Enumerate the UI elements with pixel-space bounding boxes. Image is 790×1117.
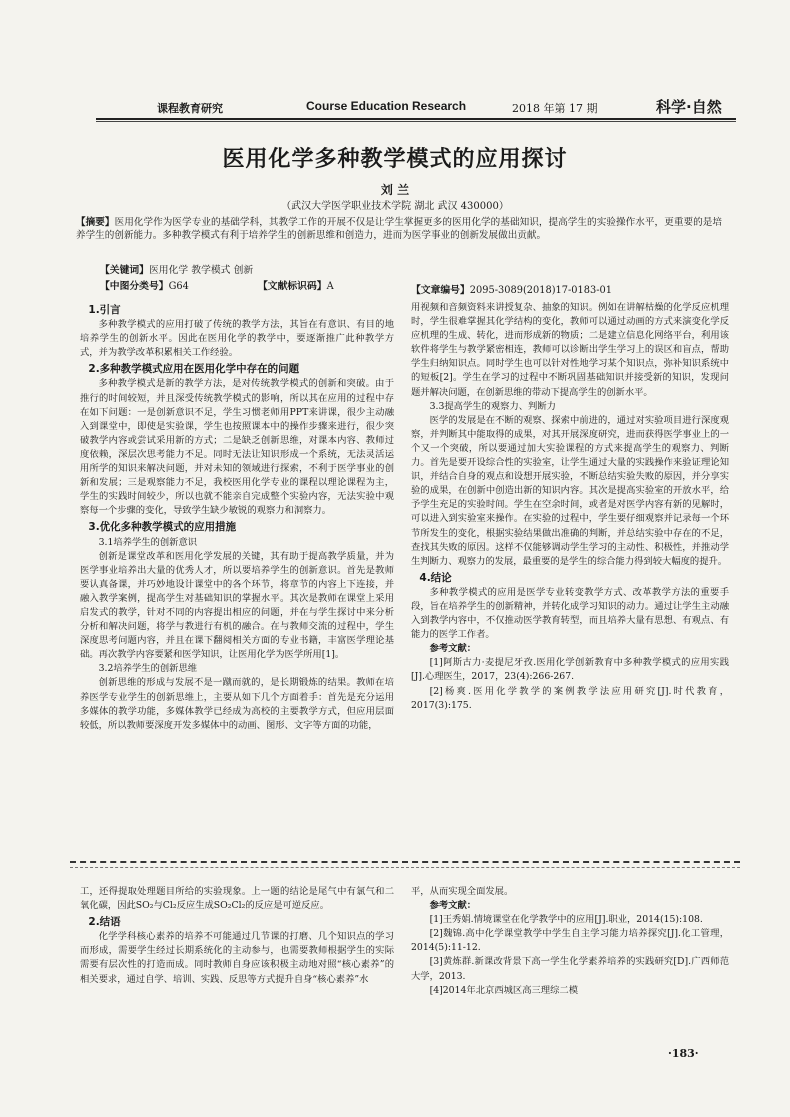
doc-label: 【文献标识码】 (258, 281, 327, 292)
keywords-text: 医用化学 教学模式 创新 (148, 265, 254, 276)
abstract (76, 216, 722, 242)
paragraph-introduction: 多种教学模式的应用打破了传统的教学方法，其旨在有意识、有目的地培养学生的创新水平。因此在医用化学的教学中，要逐渐推广此种教学方式，并为教学改革积累相关工作经验。 (80, 319, 394, 359)
reference-bottom-1: [1]王秀娟.情境课堂在化学教学中的应用[J].职业，2014(15):108. (429, 914, 703, 926)
paragraph-closing: 化学学科核心素养的培养不可能通过几节课的打磨、几个知识点的学习而形成，需要学生经过长期系统化的主动参与，也需要教师根据学生的实际需要有层次性的打造而成。同时教师自身应该积极主动地对照“核心素养”的相关要求，通过自学、培训、实践、反思等方式提升自身“核心素养”水 (80, 931, 394, 985)
heading-measures: 3.优化多种教学模式的应用措施 (88, 521, 237, 534)
page-number: ·183· (668, 1047, 699, 1060)
references-title: 参考文献： (429, 643, 477, 655)
keywords (100, 262, 253, 276)
heading-3-3: 3.3提高学生的观察力、判断力 (429, 400, 556, 412)
journal-name-cn: 课程教育研究 (157, 102, 223, 115)
header-rule (96, 118, 736, 120)
paragraph-problems: 多种教学模式是新的教学方法，是对传统教学模式的创新和突破。由于推行的时间较短，并且深受传统教学模式的影响，所以其在应用的过程中存在如下问题：一是创新意识不足，学生习惯老师用PPT来讲课，很少主动融入到课堂中，即使是实验课，学生也按照课本中的操作步骤来进行，很少突破教学内容或尝试采用新的方式；二是缺乏创新思维，对课本内容、教师过度依赖，深层次思考能力不足。同时无法让知识形成一个系统，无法灵活运用所学的知识来解决问题，并对未知的领域进行探索，不利于医学事业的创新和发展；三是观察能力不足，我校医用化学专业的课程以理论课程为主，学生的实践时间较少，所以也就不能亲自完成整个实验内容，无法实验中观察每一个步骤的变化，导致学生缺少敏锐的观察力和洞察力。 (80, 378, 394, 517)
journal-name-en: Course Education Research (306, 99, 467, 113)
section-name: 科学·自然 (656, 98, 722, 116)
article-separator (70, 861, 740, 868)
references-title-bottom: 参考文献： (429, 900, 477, 912)
abstract-label: 【摘要】 (76, 217, 115, 228)
clc-label: 【中图分类号】 (100, 281, 169, 292)
heading-conclusion: 4.结论 (419, 571, 452, 584)
bottom-right-column (411, 885, 729, 1035)
paragraph-continued: 用视频和音频资料来讲授复杂、抽象的知识。例如在讲解枯燥的化学反应机理时，学生很难掌握其化学结构的变化，教师可以通过动画的方式来演变化学反应机理的生成、转化，进而形成新的物质；二是建立信息化网络平台，利用该软件将学生与教学紧密相连，教师可以诊断出学生学习上的误区和盲点，帮助学生归纳知识点。同时学生也可以针对性地学习某个知识点，弥补知识系统中的短板[2]。学生在学习的过程中不断巩固基础知识并接受新的知识，发现问题并解决问题，在创新思维的带动下提高学生的创新水平。 (411, 302, 729, 398)
author-name: 刘 兰 (380, 183, 410, 197)
heading-3-1: 3.1培养学生的创新意识 (98, 536, 198, 548)
heading-closing: 2.结语 (88, 916, 121, 929)
paragraph-3-1: 创新是课堂改革和医用化学发展的关键，其有助于提高教学质量，并为医学事业培养出大量的优秀人才，所以要培养学生的创新意识。首先是教师要认真备课，并巧妙地设计课堂中的各个环节，将章节的内容上下连接，并融入教学案例，提高学生对基础知识的掌握水平。其次是教师在课堂上采用启发式的教学，针对不同的内容提出相应的问题，并在与学生探讨中来分析分析和解决问题，将学与教进行有机的融合。在与教师交流的过程中，学生深度思考问题内容，并且在课下翻阅相关方面的专业书籍，丰富医学理论基础。再次教学内容要紧和医学知识，让医用化学为医学所用[1]。 (80, 550, 394, 661)
bottom-left-column (80, 885, 394, 1035)
paragraph-fragment: 工，还得提取处理题目所给的实验现象。上一题的结论是尾气中有氯气和二氧化碳，因此SO₂与Cl₂反应生成SO₂Cl₂的反应是可逆反应。 (80, 886, 394, 912)
reference-1: [1]阿斯古力·麦提尼牙孜.医用化学创新教育中多种教学模式的应用实践[J].心理医生，2017，23(4):266-267. (411, 657, 729, 683)
keywords-label: 【关键词】 (100, 265, 149, 276)
reference-2: [2]杨爽.医用化学教学的案例教学法应用研究[J].时代教育，2017(3):175. (411, 685, 729, 711)
reference-bottom-3: [3]黄炼群.新课改背景下高一学生化学素养培养的实践研究[D].广西师范大学，2013. (411, 956, 729, 982)
article-no-label: 【文章编号】 (411, 285, 470, 296)
paragraph-3-2: 创新思维的形成与发展不是一蹴而就的，是长期锻炼的结果。教师在培养医学专业学生的创新思维上，主要从如下几个方面着手：首先是充分运用多媒体的教学功能，多媒体教学已经成为高校的主要教学方式，但应用层面较低，所以教师要深度开发多媒体中的动画、图形、文字等方面的功能， (80, 677, 394, 731)
author-affiliation: （武汉大学医学职业技术学院 湖北 武汉 430000） (281, 201, 509, 212)
paragraph-fragment-right: 平，从而实现全面发展。 (411, 886, 514, 897)
right-column (411, 301, 729, 857)
abstract-text: 医用化学作为医学专业的基础学科，其教学工作的开展不仅是让学生掌握更多的医用化学的基础知识，提高学生的实验操作水平，更重要的是培养学生的创新能力。多种教学模式有利于培养学生的创新思维和创造力，进而为医学事业的创新发展做出贡献。 (76, 217, 723, 241)
document-code (258, 278, 334, 292)
heading-problems: 2.多种教学模式应用在医用化学中存在的问题 (88, 363, 300, 376)
issue-info: 2018 年第 17 期 (512, 102, 598, 115)
heading-introduction: 1.引言 (88, 304, 121, 316)
article-number (411, 282, 612, 296)
doc-value: A (326, 281, 334, 292)
paragraph-conclusion: 多种教学模式的应用是医学专业转变教学方式、改革教学方法的重要手段，旨在培养学生的创新精神，并转化成学习知识的动力。通过让学生主动融入到教学内容中，不仅推动医学教育转型，而且培养大量有思想、有观点、有能力的医学工作者。 (411, 586, 729, 641)
clc-value: G64 (168, 281, 189, 292)
heading-3-2: 3.2培养学生的创新思维 (98, 663, 198, 675)
clc-number (100, 278, 189, 292)
reference-bottom-2: [2]魏锦.高中化学课堂教学中学生自主学习能力培养探究[J].化工管理，2014(5):11-12. (411, 928, 729, 954)
reference-bottom-4: [4]2014年北京西城区高三理综二模 (429, 984, 578, 996)
left-column (80, 301, 394, 857)
article-title: 医用化学多种教学模式的应用探讨 (222, 146, 568, 172)
article-no-value: 2095-3089(2018)17-0183-01 (469, 285, 613, 296)
paragraph-3-3: 医学的发展是在不断的观察、探索中前进的，通过对实验项目进行深度观察，并判断其中能取得的成果，对其开展深度研究，进而获得医学事业上的一个又一个突破，所以要通过加大实验课程的方式来提高学生的观察力、判断力。首先是要开设综合性的实验室，让学生通过大量的实践操作来验证理论知识，并结合自身的观点和设想开展实验，不断总结实验失败的原因，并分享实验的成果，在创新中创造出新的知识内容。其次是提高实验室的开放水平，给予学生充足的实验时间。学生在空余时间，或者是对医学内容有新的见解时，可以进入到实验室来操作。在实验的过程中，学生要仔细观察并记录每一个环节所发生的变化，根据实验结果做出准确的判断，并总结实验中存在的不足，查找其失败的原因。这样不仅能够调动学生学习的主动性、积极性，并推动学生判断力、观察力的发展，最重要的是学生的综合能力得到较大幅度的提升。 (411, 414, 729, 567)
header-rule-thin (96, 121, 736, 122)
